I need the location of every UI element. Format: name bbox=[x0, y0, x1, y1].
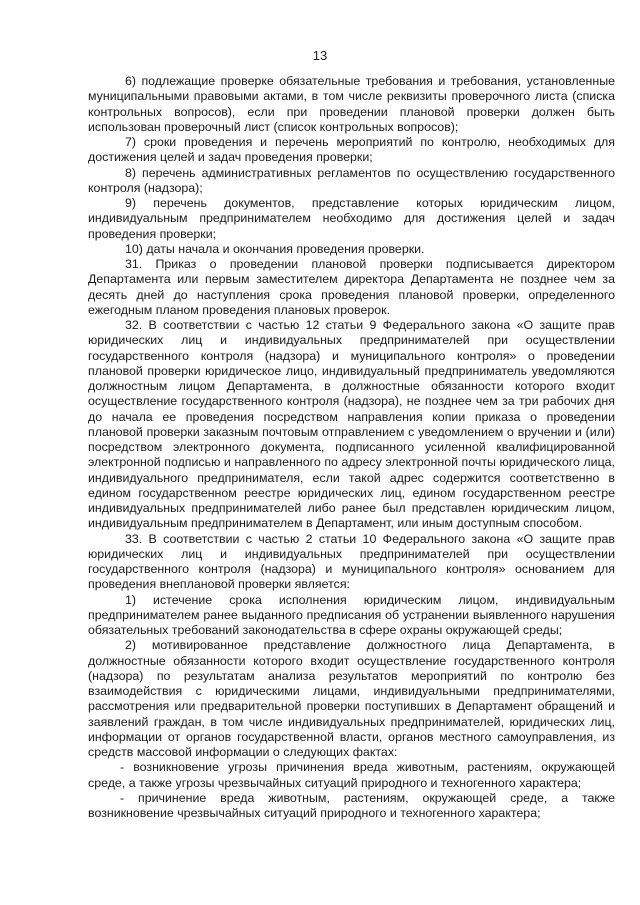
paragraph-item-10: 10) даты начала и окончания проведения проверки. bbox=[125, 241, 425, 256]
paragraph-32: 32. В соответствии с частью 12 статьи 9 Федерального закона «О защите прав юридических лиц и индивидуальных предпринимателей при осуществлении государственного контроля (надзора) и муниципального контроля» о проведении плановой проверки юридическое лицо, индивидуальный предприниматель уведомляются должностным лицом Департамента, в должностные обязанности которого входит осуществление государственного контроля (надзора), не позднее чем за три рабочих дня до начала ее проведения посредством направления копии приказа о проведении плановой проверки заказным почтовым отправлением с уведомлением о вручении и (или) посредством электронного документа, подписанного усиленной квалифицированной электронной подписью и направленного по адресу электронной почты юридического лица, индивидуального предпринимателя, если такой адрес содержится соответственно в едином государственном реестре юридических лиц, едином государственном реестре индивидуальных предпринимателей либо ранее был представлен юридическим лицом, индивидуальным предпринимателем в Департамент, или иным доступным способом. bbox=[88, 318, 615, 531]
paragraph-item-9: 9) перечень документов, представление которых юридическим лицом, индивидуальным предпринимателем необходимо для достижения целей и задач проведения проверки; bbox=[88, 196, 615, 241]
page-number: 13 bbox=[312, 48, 328, 63]
paragraph-31: 31. Приказ о проведении плановой проверки подписывается директором Департамента или первым заместителем директора Департамента не позднее чем за десять дней до наступления срока проведения плановой проверки, определенного ежегодным планом проведения плановых проверок. bbox=[88, 257, 615, 317]
paragraph-item-8: 8) перечень административных регламентов по осуществлению государственного контроля (надзора); bbox=[88, 165, 615, 195]
paragraph-33: 33. В соответствии с частью 2 статьи 10 Федерального закона «О защите прав юридических лиц и индивидуальных предпринимателей при осуществлении государственного контроля (надзора) и муниципального контроля» основанием для проведения внеплановой проверки является: bbox=[88, 531, 615, 592]
paragraph-33-item-2: 2) мотивированное представление должностного лица Департамента, в должностные обязанности которого входит осуществление государственного контроля (надзора) по результатам анализа результатов мероприятий по контролю без взаимодействия с юридическими лицами, индивидуальными предпринимателями, рассмотрения или предварительной проверки поступивших в Департамент обращений и заявлений граждан, в том числе индивидуальных предпринимателей, юридических лиц, информации от органов государственной власти, органов местного самоуправления, из средств массовой информации о следующих фактах: bbox=[88, 638, 615, 759]
dash-item-harm: - причинение вреда животным, растениям, окружающей среде, а также возникновение чрезвычайных ситуаций природного и техногенного характера; bbox=[88, 790, 615, 820]
paragraph-item-6: 6) подлежащие проверке обязательные требования и требования, установленные муниципальными правовыми актами, в том числе реквизиты проверочного листа (списка контрольных вопросов), если при проведении плановой проверки должен быть использован проверочный лист (список контрольных вопросов); bbox=[88, 74, 615, 134]
paragraph-33-item-1: 1) истечение срока исполнения юридическим лицом, индивидуальным предпринимателем ранее выданного предписания об устранении выявленного нарушения обязательных требований законодательства в сфере охраны окружающей среды; bbox=[88, 592, 615, 637]
document-body bbox=[88, 74, 615, 821]
paragraph-item-7: 7) сроки проведения и перечень мероприятий по контролю, необходимых для достижения целей и задач проведения проверки; bbox=[88, 135, 615, 165]
dash-item-threat: - возникновение угрозы причинения вреда животным, растениям, окружающей среде, а также угрозы чрезвычайных ситуаций природного и техногенного характера; bbox=[88, 760, 615, 790]
